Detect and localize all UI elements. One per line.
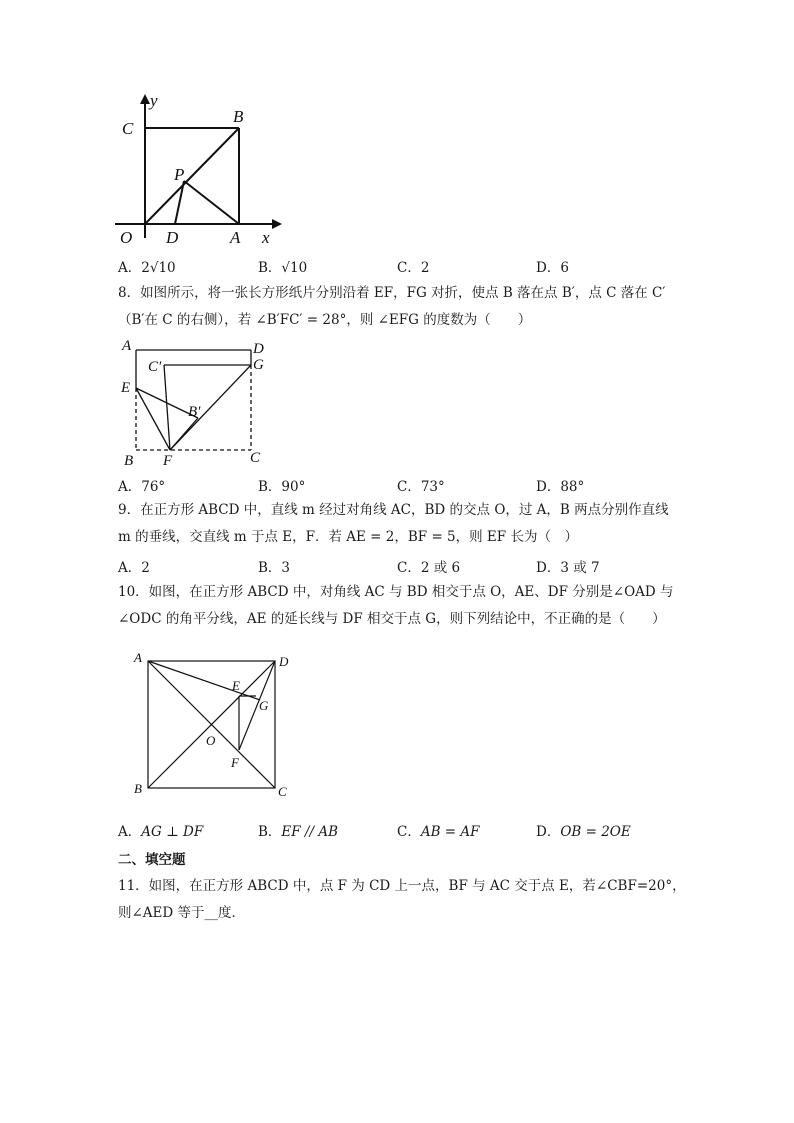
q11-stem-line1: 11．如图，在正方形 ABCD 中，点 F 为 CD 上一点，BF 与 AC 交于点 E，若∠CBF=20°， [118, 878, 686, 894]
label-F: F [231, 755, 239, 770]
section-title: 二、填空题 [118, 852, 186, 868]
q10-option-c[interactable]: C．AB = AF [397, 824, 480, 840]
label-F: F [163, 453, 173, 469]
q8-option-c[interactable]: C．73° [397, 479, 445, 495]
label-O: O [206, 733, 216, 748]
q7-option-d[interactable]: D．6 [536, 260, 569, 276]
q7-option-a[interactable]: A．2√10 [118, 260, 176, 276]
segment-C1F [164, 365, 170, 450]
label-x: x [262, 228, 270, 247]
q7-option-c[interactable]: C．2 [397, 260, 430, 276]
label-y: y [150, 91, 158, 110]
label-A: A [134, 650, 142, 665]
label-B-prime: B′ [188, 404, 201, 420]
label-O: O [120, 228, 133, 247]
segment-B1F [170, 418, 198, 450]
x-axis-arrow-icon [272, 219, 282, 229]
segment-AG [148, 661, 260, 700]
label-D: D [279, 654, 289, 669]
q8-option-a[interactable]: A．76° [118, 479, 166, 495]
segment-FG [170, 365, 251, 450]
q8-stem-line1: 8．如图所示，将一张长方形纸片分别沿着 EF，FG 对折，使点 B 落在点 B′，点 C 落在 C′ [118, 285, 666, 301]
label-B: B [233, 107, 244, 126]
q11-stem-line2: 则∠AED 等于__度． [118, 905, 246, 921]
label-D: D [166, 228, 179, 247]
label-G: G [259, 698, 269, 713]
label-C: C [250, 450, 261, 466]
label-D: D [253, 341, 264, 357]
q7-option-b[interactable]: B．√10 [258, 260, 308, 276]
q10-option-a[interactable]: A．AG ⊥ DF [118, 824, 204, 840]
label-E: E [121, 380, 131, 396]
q8-option-d[interactable]: D．88° [536, 479, 585, 495]
segment-PA [184, 181, 239, 224]
label-C: C [278, 784, 287, 799]
q9-stem-line2: m 的垂线，交直线 m 于点 E，F．若 AE = 2，BF = 5，则 EF 长为（ ） [118, 529, 578, 545]
q10-figure [128, 648, 308, 804]
label-B: B [124, 453, 134, 469]
q9-option-a[interactable]: A．2 [118, 560, 150, 576]
label-G: G [253, 357, 264, 373]
q7-figure [110, 88, 290, 253]
segment-DF [239, 661, 275, 750]
y-axis-arrow-icon [140, 94, 150, 104]
segment-EF [136, 388, 170, 450]
q10-stem-line2: ∠ODC 的角平分线，AE 的延长线与 DF 相交于点 G，则下列结论中，不正确的是（ ） [118, 611, 666, 627]
q9-stem-line1: 9．在正方形 ABCD 中，直线 m 经过对角线 AC，BD 的交点 O，过 A，B 两点分别作直线 [118, 502, 669, 518]
q10-option-d[interactable]: D．OB = 2OE [536, 824, 631, 840]
q9-option-d[interactable]: D．3 或 7 [536, 560, 600, 576]
q8-stem-line2: （B′在 C 的右侧），若 ∠B′FC′ = 28°，则 ∠EFG 的度数为（ ） [118, 312, 532, 328]
label-E: E [232, 678, 240, 693]
label-B: B [134, 781, 142, 796]
q9-option-b[interactable]: B．3 [258, 560, 291, 576]
q9-option-c[interactable]: C．2 或 6 [397, 560, 461, 576]
label-A: A [122, 338, 132, 354]
label-C-prime: C′ [148, 359, 162, 375]
q8-option-b[interactable]: B．90° [258, 479, 306, 495]
q10-option-b[interactable]: B．EF // AB [258, 824, 338, 840]
label-C: C [122, 119, 134, 138]
q10-stem-line1: 10．如图，在正方形 ABCD 中，对角线 AC 与 BD 相交于点 O，AE、DF 分别是∠OAD 与 [118, 584, 674, 600]
q8-figure [112, 334, 282, 469]
segment-OB [145, 128, 239, 224]
label-P: P [174, 165, 185, 184]
label-A: A [230, 228, 241, 247]
